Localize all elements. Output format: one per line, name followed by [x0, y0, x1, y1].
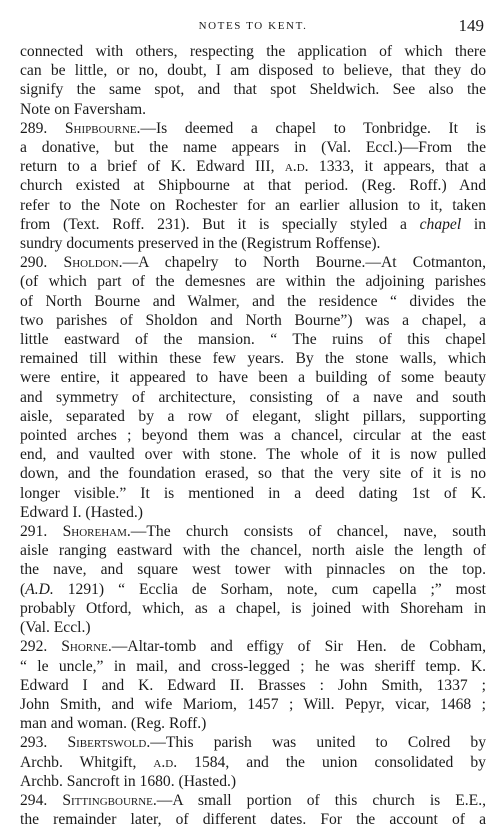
text-line [20, 349, 486, 368]
text-line [20, 196, 486, 215]
text-line [20, 772, 486, 791]
text-line [20, 407, 486, 426]
text-line [20, 676, 486, 695]
text-line [20, 791, 486, 810]
italic-text: A.D. [25, 580, 54, 598]
line-text: can be little, or no, doubt, I am disposed to believe, that they do [20, 62, 486, 80]
text-line [20, 503, 486, 522]
line-text: were entire, it appeared to have been a building of some beauty [20, 369, 486, 387]
line-text: .—The church consists of chancel, nave, south [126, 523, 486, 541]
body-text [20, 42, 486, 829]
text-line [20, 541, 486, 560]
line-text: Edward I and K. Edward II. Brasses : John Smith, 1337 ; [20, 676, 486, 694]
line-text: (of which part of the demesnes are within the adjoining parishes [20, 273, 486, 291]
text-line [20, 157, 486, 176]
line-text: .—A small portion of this church is E.E., [152, 791, 487, 809]
text-line [20, 388, 486, 407]
running-title: NOTES TO KENT. [198, 20, 308, 32]
line-text: connected with others, respecting the application of which there [20, 43, 486, 60]
text-line [20, 119, 486, 138]
text-line [20, 522, 486, 541]
text-line [20, 234, 486, 253]
line-text: 1333, it appears, that a [308, 158, 486, 176]
line-text: sundry documents preserved in the (Registrum Roffense). [20, 235, 381, 253]
entry-heading: Sibertswold [67, 734, 147, 752]
line-text: and symmetry of architecture, consisting of a nave and south [20, 388, 486, 406]
text-line [20, 100, 486, 119]
line-text: Archb. Whitgift, [20, 753, 154, 771]
line-text: in [461, 215, 487, 233]
text-line [20, 272, 486, 291]
text-line [20, 138, 486, 157]
entry-heading: Sholdon [63, 254, 119, 272]
line-text: Archb. Sancroft in 1680. (Hasted.) [20, 772, 237, 790]
line-text: John Smith, and wife Mariom, 1457 ; Will. Pepyr, vicar, 1468 ; [20, 695, 486, 713]
line-text: end, and vaulted over with stone. The whole of it is now pulled [20, 446, 486, 464]
line-text: Edward I. (Hasted.) [20, 503, 143, 521]
line-text: church existed at Shipbourne at that period. (Reg. Roff.) And [20, 177, 486, 195]
page-number: 149 [458, 16, 484, 35]
text-line [20, 657, 486, 676]
text-line [20, 637, 486, 656]
line-text: two parishes of Sholdon and North Bourne”) was a chapel, a [20, 311, 486, 329]
entry-heading: a.d. [284, 158, 309, 176]
text-line [20, 80, 486, 99]
line-text: the remainder later, of different dates. For the account of a [20, 811, 486, 829]
line-text: .—This parish was united to Colred by [146, 734, 487, 752]
line-text: return to a brief of K. Edward III, [20, 158, 285, 176]
text-line [20, 733, 486, 752]
line-text: .—Altar-tomb and effigy of Sir Hen. de Cobham, [107, 638, 486, 656]
line-text: longer visible.” It is mentioned in a deed dating 1st of K. [20, 484, 486, 502]
line-text: 1291) “ Ecclia de Sorham, note, cum capella ;” most [53, 580, 486, 598]
running-head [20, 16, 486, 42]
text-line [20, 580, 486, 599]
line-text: .—A chapelry to North Bourne.—At Cotmanton, [118, 254, 486, 272]
line-text: pointed arches ; beyond them was a chancel, circular at the east [20, 427, 486, 445]
text-line [20, 292, 486, 311]
line-text: down, and the foundation erased, so that the very site of it is no [20, 465, 486, 483]
line-text: probably Otford, which, as a chapel, is joined with Shoreham in [20, 599, 486, 617]
line-text: the nave, and square west tower with pinnacles on the top. [20, 561, 486, 579]
book-page [20, 16, 486, 829]
entry-heading: a.d. [153, 753, 178, 771]
line-text: little eastward of the mansion. “ The ruins of this chapel [20, 331, 486, 349]
line-text: of North Bourne and Walmer, and the residence “ divides the [20, 292, 486, 310]
text-line [20, 560, 486, 579]
entry-heading: Shoreham [62, 523, 127, 541]
text-line [20, 42, 486, 61]
line-text: “ le uncle,” in mail, and cross-legged ; he was sheriff temp. K. [20, 657, 486, 675]
line-text: ( [20, 580, 26, 598]
line-text: man and woman. (Reg. Roff.) [20, 715, 207, 733]
text-line [20, 618, 486, 637]
entry-heading: Shipbourne [64, 119, 137, 137]
text-line [20, 464, 486, 483]
text-line [20, 810, 486, 829]
text-line [20, 753, 486, 772]
line-text: 294. [20, 791, 63, 809]
line-text: a donative, but the name appears in (Val. Eccl.)—From the [20, 139, 486, 157]
line-text: 1584, and the union consolidated by [177, 753, 486, 771]
text-line [20, 599, 486, 618]
text-line [20, 253, 486, 272]
line-text: remained till within these few years. By the stone walls, which [20, 350, 486, 368]
text-line [20, 714, 486, 733]
line-text: 289. [20, 119, 65, 137]
entry-heading: Shorne [61, 638, 108, 656]
line-text: .—Is deemed a chapel to Tonbridge. It is [136, 119, 486, 137]
text-line [20, 445, 486, 464]
line-text: 293. [20, 734, 68, 752]
text-line [20, 426, 486, 445]
line-text: aisle, separated by a row of elegant, slight pillars, supporting [20, 407, 486, 425]
line-text: 291. [20, 523, 63, 541]
text-line [20, 61, 486, 80]
text-line [20, 176, 486, 195]
entry-heading: Sittingbourne [62, 791, 153, 809]
line-text: from (Text. Roff. 231). But it is specially styled a [20, 215, 420, 233]
line-text: 290. [20, 254, 64, 272]
text-line [20, 368, 486, 387]
text-line [20, 484, 486, 503]
line-text: 292. [20, 638, 62, 656]
text-line [20, 311, 486, 330]
line-text: (Val. Eccl.) [20, 619, 91, 637]
line-text: Note on Faversham. [20, 100, 147, 118]
text-line [20, 695, 486, 714]
line-text: refer to the Note on Rochester for an earlier allusion to it, taken [20, 196, 486, 214]
text-line [20, 330, 486, 349]
text-line [20, 215, 486, 234]
italic-text: chapel [419, 215, 462, 233]
line-text: signify the same spot, and that spot Sheldwich. See also the [20, 81, 486, 99]
line-text: aisle ranging eastward with the chancel, north aisle the length of [20, 542, 486, 560]
